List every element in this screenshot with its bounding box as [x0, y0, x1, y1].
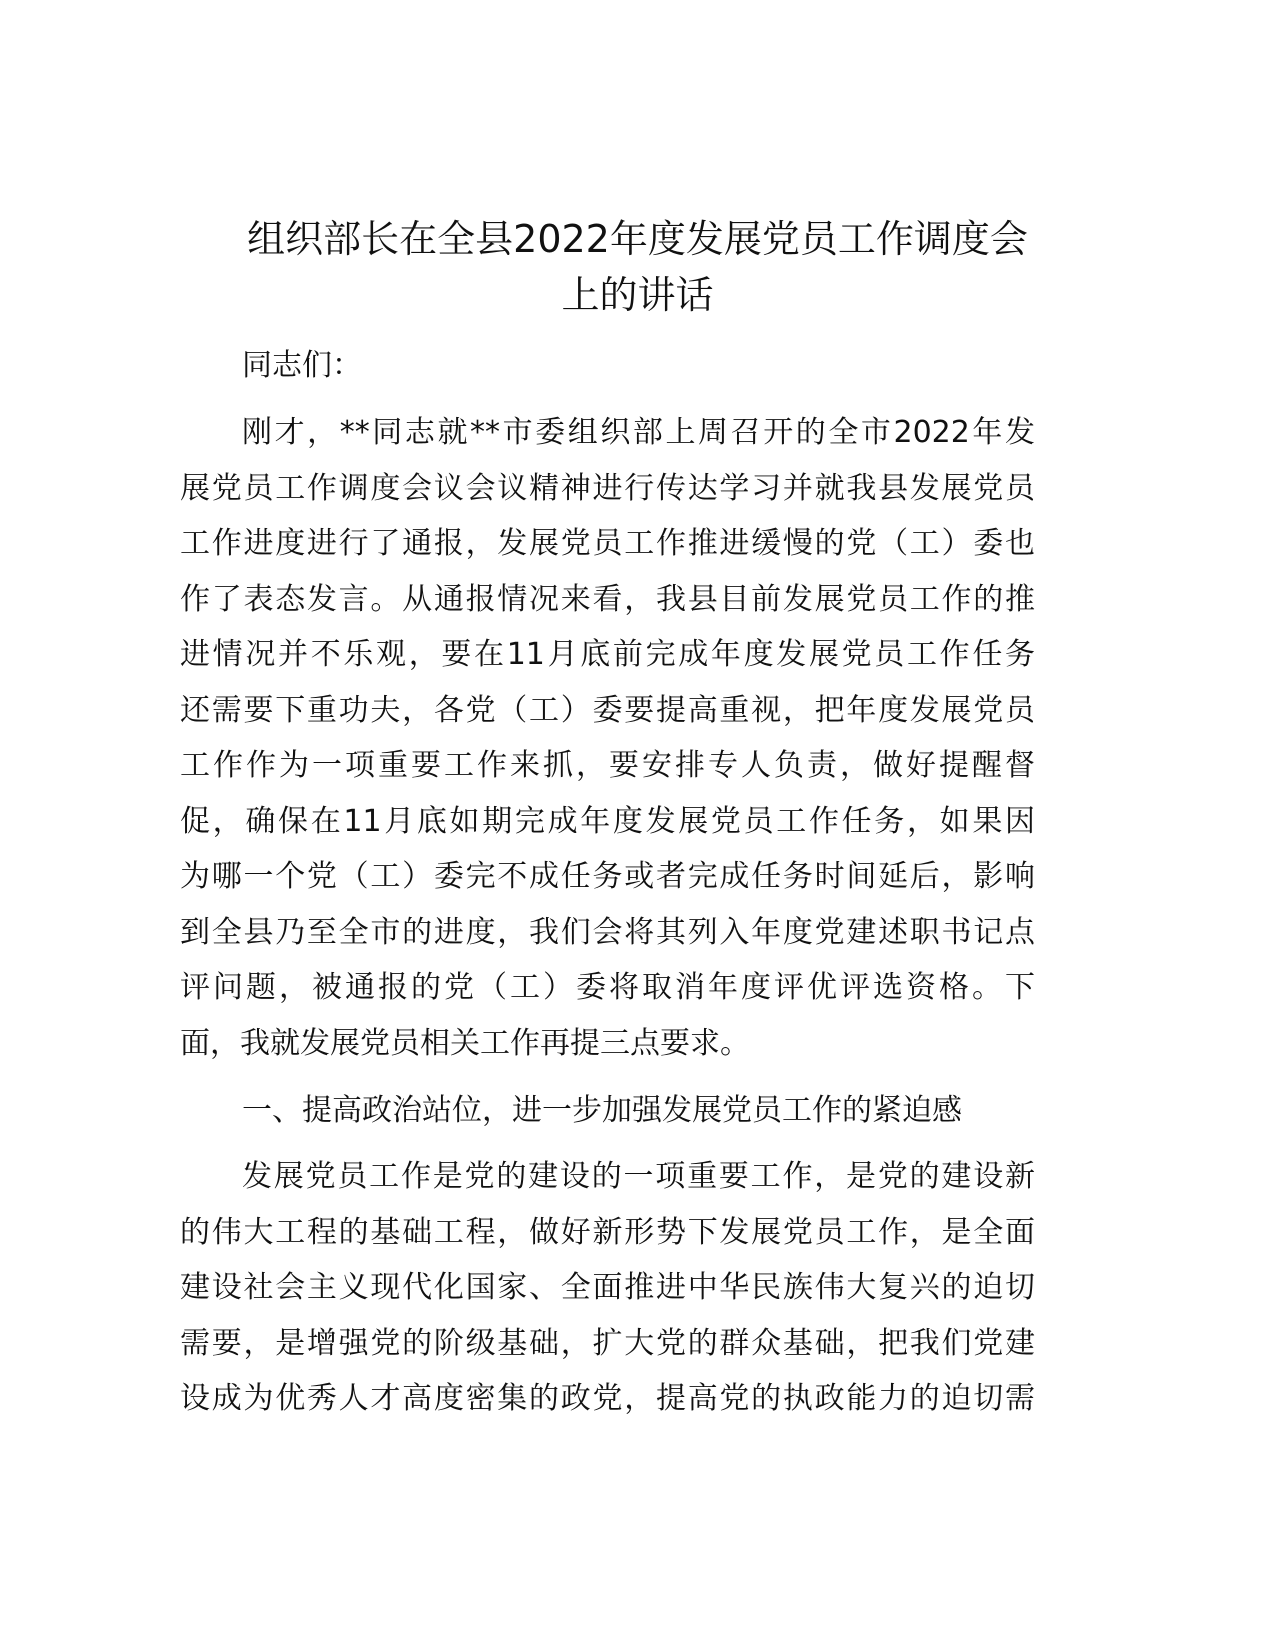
- salutation: 同志们：: [242, 348, 362, 383]
- paragraph-line: 建设社会主义现代化国家、全面推进中华民族伟大复兴的迫切: [180, 1270, 1035, 1305]
- paragraph-line: 工作进度进行了通报，发展党员工作推进缓慢的党（工）委也: [180, 526, 1035, 561]
- paragraph-line: 进情况并不乐观，要在11月底前完成年度发展党员工作任务: [180, 637, 1035, 672]
- paragraph-line: 发展党员工作是党的建设的一项重要工作，是党的建设新: [242, 1159, 1035, 1194]
- paragraph-line: 促，确保在11月底如期完成年度发展党员工作任务，如果因: [180, 803, 1035, 839]
- document-title-line-2: 上的讲话: [561, 273, 714, 317]
- paragraph-line: 为哪一个党（工）委完不成任务或者完成任务时间延后，影响: [180, 859, 1035, 894]
- paragraph-line: 工作作为一项重要工作来抓，要安排专人负责，做好提醒督: [180, 748, 1035, 783]
- paragraph-line: 展党员工作调度会议会议精神进行传达学习并就我县发展党员: [180, 470, 1035, 506]
- section-heading: 一、提高政治站位，进一步加强发展党员工作的紧迫感: [242, 1093, 962, 1128]
- paragraph-line: 作了表态发言。从通报情况来看，我县目前发展党员工作的推: [180, 581, 1035, 617]
- paragraph-line: 需要，是增强党的阶级基础，扩大党的群众基础，把我们党建: [180, 1325, 1035, 1361]
- document-title-line-1: 组织部长在全县2022年度发展党员工作调度会: [247, 217, 1028, 261]
- paragraph-line: 到全县乃至全市的进度，我们会将其列入年度党建述职书记点: [180, 914, 1035, 950]
- paragraph-line: 刚才，**同志就**市委组织部上周召开的全市2022年发: [242, 415, 1035, 450]
- paragraph-line: 的伟大工程的基础工程，做好新形势下发展党员工作，是全面: [180, 1214, 1035, 1250]
- paragraph-line: 评问题，被通报的党（工）委将取消年度评优评选资格。下: [180, 970, 1035, 1005]
- paragraph-line: 设成为优秀人才高度密集的政党，提高党的执政能力的迫切需: [180, 1381, 1035, 1416]
- paragraph-line: 面，我就发展党员相关工作再提三点要求。: [180, 1025, 750, 1061]
- paragraph-line: 还需要下重功夫，各党（工）委要提高重视，把年度发展党员: [180, 692, 1035, 728]
